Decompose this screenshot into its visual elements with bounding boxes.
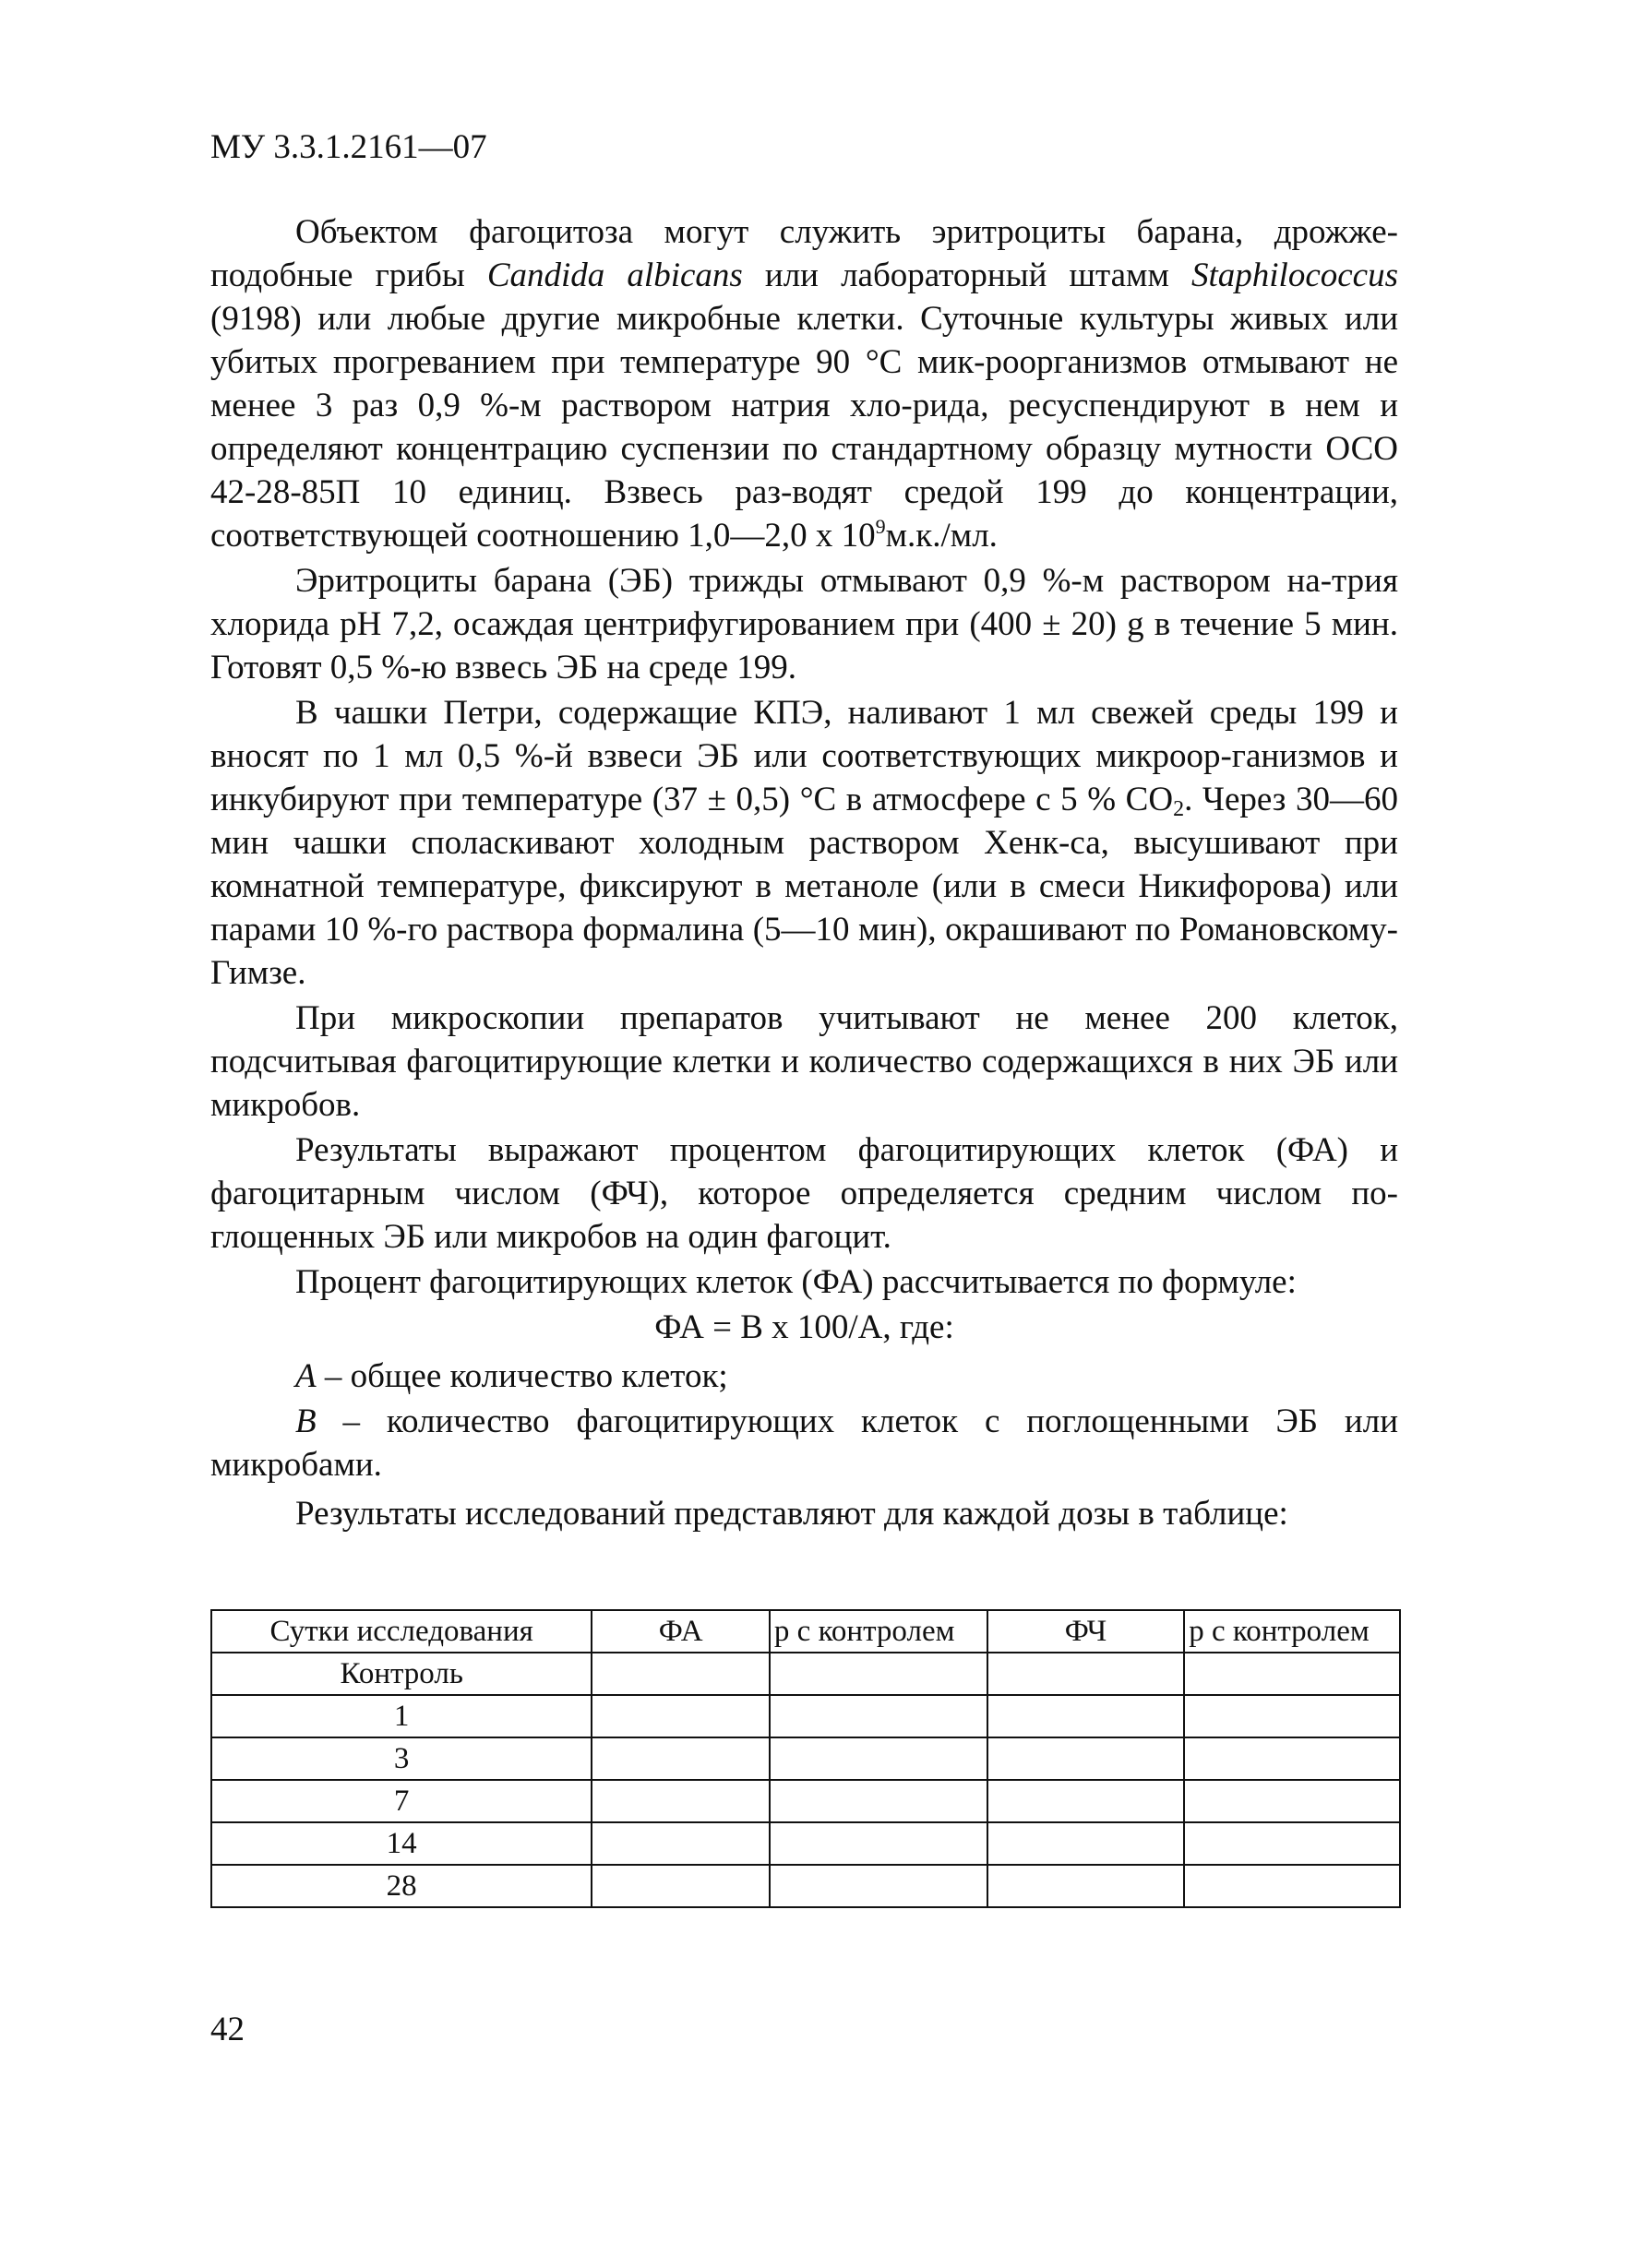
header-fa: ФА: [592, 1610, 770, 1653]
definition-a-symbol: А: [295, 1357, 317, 1395]
cell-empty: [770, 1695, 987, 1737]
table-row: [211, 1865, 1400, 1907]
table-row: [211, 1822, 1400, 1865]
subscript: 2: [1173, 797, 1185, 821]
row-label: 7: [211, 1780, 592, 1822]
cell-empty: [592, 1780, 770, 1822]
species-candida: Candida albicans: [486, 257, 743, 294]
table-intro: Результаты исследований представляют для каждой дозы в таблице:: [295, 1495, 1288, 1533]
paragraph-2: Эритроциты барана (ЭБ) трижды отмывают 0,9 %-м раствором на-трия хлорида рН 7,2, осаждая центрифугированием при (400 ± 20) g в течение 5 мин. Готовят 0,5 %-ю взвесь ЭБ на среде 199.: [210, 562, 1398, 686]
cell-empty: [770, 1737, 987, 1780]
page-number: 42: [210, 2011, 245, 2048]
cell-empty: [1184, 1822, 1400, 1865]
cell-empty: [770, 1822, 987, 1865]
row-label: Контроль: [211, 1653, 592, 1695]
table-row: [211, 1780, 1400, 1822]
table-row: [211, 1695, 1400, 1737]
paragraph-1-part-3: (9198) или любые другие микробные клетки. Суточные культуры живых или убитых прогреванием при температуре 90 °С мик-роорганизмов отмывают не менее 3 раз 0,9 %-м раствором натрия хло-рида, ресуспендируют в нем и определяют концентрацию суспензии по стандартному образцу мутности ОСО 42-28-85П 10 единиц. Взвесь раз-водят средой 199 до концентрации, соответствующей соотношению 1,0—2,0 х 10: [210, 300, 1398, 555]
header-fch: ФЧ: [987, 1610, 1185, 1653]
paragraph-1-part-1: Объектом фагоцитоза могут служить эритроциты барана, дрожже-подобные грибы: [210, 213, 1398, 294]
cell-empty: [592, 1865, 770, 1907]
results-table: [210, 1609, 1401, 1908]
paragraph-4: При микроскопии препаратов учитывают не менее 200 клеток, подсчитывая фагоцитирующие клетки и количество содержащихся в них ЭБ или микробов.: [210, 999, 1398, 1124]
cell-empty: [592, 1737, 770, 1780]
cell-empty: [1184, 1737, 1400, 1780]
cell-empty: [987, 1695, 1185, 1737]
row-label: 14: [211, 1822, 592, 1865]
cell-empty: [592, 1653, 770, 1695]
species-staphilococcus: Staphilococcus: [1190, 257, 1398, 294]
cell-empty: [770, 1653, 987, 1695]
paragraph-3-part-1: В чашки Петри, содержащие КПЭ, наливают 1 мл свежей среды 199 и вносят по 1 мл 0,5 %-й взвеси ЭБ или соответствующих микроор-ганизмов и инкубируют при температуре (37 ± 0,5) °С в атмосфере с 5 % СО: [210, 694, 1398, 818]
cell-empty: [1184, 1695, 1400, 1737]
cell-empty: [987, 1822, 1185, 1865]
definition-b-symbol: В: [295, 1403, 317, 1440]
paragraph-6: Процент фагоцитирующих клеток (ФА) рассчитывается по формуле:: [295, 1263, 1297, 1301]
paragraph-3: [210, 691, 1398, 995]
table-row: [211, 1653, 1400, 1695]
exponent: 9: [875, 515, 886, 538]
header-p-fa: р с контролем: [770, 1610, 987, 1653]
body-text: [210, 210, 1398, 1537]
cell-empty: [770, 1865, 987, 1907]
paragraph-5: Результаты выражают процентом фагоцитирующих клеток (ФА) и фагоцитарным числом (ФЧ), которое определяется средним числом по-глощенных ЭБ или микробов на один фагоцит.: [210, 1131, 1398, 1256]
table-row: [211, 1737, 1400, 1780]
definition-b: [210, 1400, 1398, 1486]
cell-empty: [1184, 1653, 1400, 1695]
cell-empty: [987, 1653, 1185, 1695]
row-label: 1: [211, 1695, 592, 1737]
formula: ФА = В х 100/А, где:: [654, 1308, 954, 1346]
table-header-row: [211, 1610, 1400, 1653]
cell-empty: [592, 1695, 770, 1737]
header-p-fch: р с контролем: [1184, 1610, 1400, 1653]
cell-empty: [987, 1865, 1185, 1907]
row-label: 28: [211, 1865, 592, 1907]
document-code: МУ 3.3.1.2161—07: [210, 128, 487, 166]
definition-a: [210, 1355, 1398, 1398]
cell-empty: [592, 1822, 770, 1865]
paragraph-3-part-2: . Через 30—60 мин чашки споласкивают холодным раствором Хенк-са, высушивают при комнатной температуре, фиксируют в метаноле (или в смеси Никифорова) или парами 10 %-го раствора формалина (5—10 мин), окрашивают по Романовскому-Гимзе.: [210, 781, 1398, 992]
definition-b-text: – количество фагоцитирующих клеток с поглощенными ЭБ или микробами.: [210, 1403, 1398, 1484]
row-label: 3: [211, 1737, 592, 1780]
cell-empty: [987, 1780, 1185, 1822]
header-day: Сутки исследования: [211, 1610, 592, 1653]
cell-empty: [1184, 1780, 1400, 1822]
cell-empty: [770, 1780, 987, 1822]
paragraph-1: [210, 210, 1398, 557]
definition-a-text: – общее количество клеток;: [316, 1357, 728, 1395]
cell-empty: [1184, 1865, 1400, 1907]
paragraph-1-part-2: или лабораторный штамм: [742, 257, 1191, 294]
cell-empty: [987, 1737, 1185, 1780]
paragraph-1-part-4: м.к./мл.: [885, 517, 998, 555]
